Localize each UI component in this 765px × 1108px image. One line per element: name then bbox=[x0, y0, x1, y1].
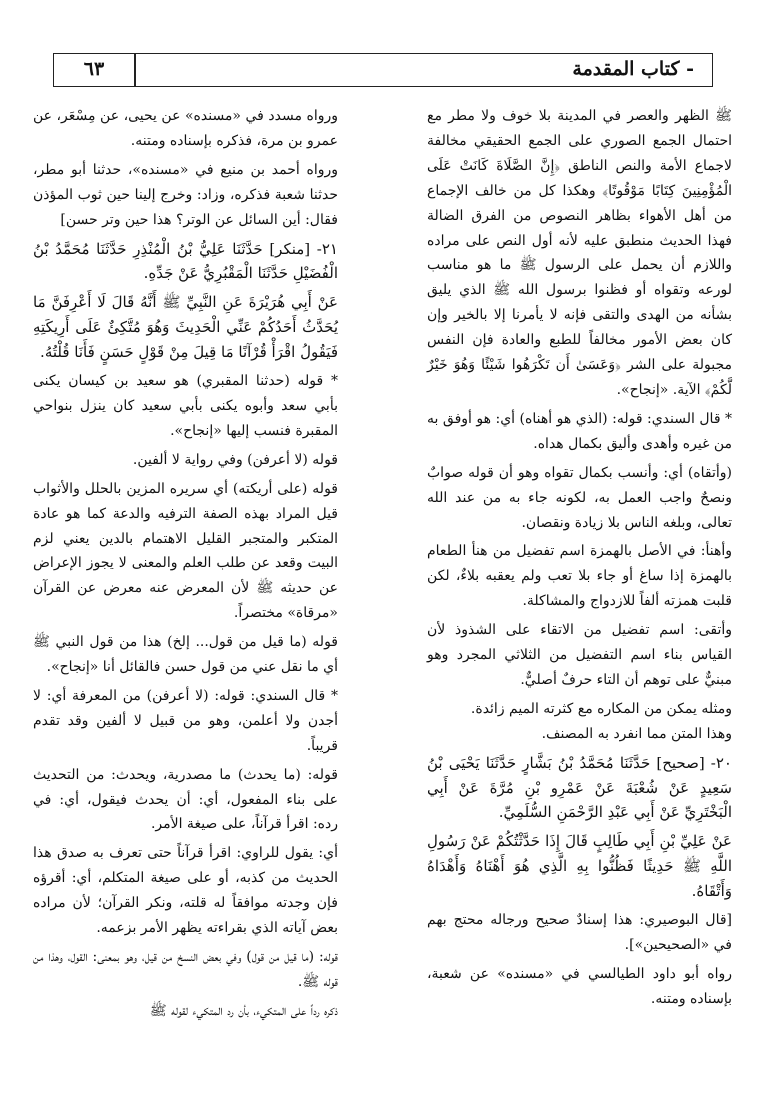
paragraph: أي: يقول للراوي: اقرأ قرآناً حتى تعرف به صدق هذا الحديث من كذبه، أو على صيغة المتكلم، أي: أقرؤه فإن وجدته موافقاً له قلته، ونكر القرآن؛ لأن مراده بعض آياته الذي بقراءته يظهر الأمر بزعمه. bbox=[33, 845, 338, 937]
paragraph: رواه أبو داود الطيالسي في «مسنده» عن شعبة، بإسناده ومتنه. bbox=[427, 965, 732, 1007]
paragraph: ﷺ الظهر والعصر في المدينة بلا خوف ولا مطر مع احتمال الجمع الصوري على الجمع الحقيقي مخالفة لاجماع الأمة والنص الناطق ﴿إِنَّ الصَّلَاةَ كَانَتْ عَلَى الْمُؤْمِنِينَ كِتَابًا مَوْقُوتًا﴾ وهكذا كل من خالف الإجماع من أهل الأهواء بظاهر النصوص من الفرق الضالة فهذا الحديث منطبق عليه لأنه أول النص على مراده واللازم أن يحمل على الرسول ﷺ ما هو مناسب لورعه وتقواه أو فظنوا برسول الله ﷺ الذي يليق بشأنه من الهدى والتقى فإنه لا يأمرنا إلا بالخير وإن كان بعض الأمور مخالفاً للطبع والعادة فإن النفس مجبولة على الشر ﴿وَعَسَىٰ أَن تَكْرَهُوا شَيْئًا وَهُوَ خَيْرٌ لَّكُمْ﴾ الآية. «إنجاح». bbox=[427, 108, 732, 398]
paragraph: قوله (على أريكته) أي سريره المزين بالحلل والأثواب قيل المراد بهذه الصفة الترفيه والدعة كما هو عادة المتكبر والمتجبر القليل الاهتمام بالدين يعني لزم البيت وقعد عن طلب العلم والمعنى لا يجوز الإعراض عن حديثه ﷺ لأن المعرض عنه معرض عن القرآن «مرقاة» مختصراً. bbox=[33, 480, 338, 622]
hadith-text: عَنْ أَبِي هُرَيْرَةَ عَنِ النَّبِيِّ ﷺ أَنَّهُ قَالَ لَا أَعْرِفَنَّ مَا يُحَدَّثُ أَحَدُكُمْ عَنِّي الْحَدِيثَ وَهُوَ مُتَّكِئٌ عَلَى أَرِيكَتِهِ فَيَقُولُ اقْرَأْ قُرْآنًا مَا قِيلَ مِنْ قَوْلٍ حَسَنٍ فَأَنَا قُلْتُهُ. bbox=[33, 293, 338, 362]
paragraph: (وأتقاه) أي: وأنسب بكمال تقواه وهو أن قوله صوابٌ ونصحٌ واجب العمل به، لكونه جاء به من عند الله تعالى، وبلغه الناس بلا زيادة ونقصان. bbox=[427, 464, 732, 531]
paragraph: قوله (ما قيل من قول... إلخ) هذا من قول النبي ﷺ أي ما نقل عني من قول حسن فالقائل أنا «إنجاح». bbox=[33, 634, 338, 676]
paragraph: * قال السندي: قوله: (الذي هو أهناه) أي: هو أوفق به من غيره وأهدى وأليق بكمال هداه. bbox=[427, 410, 732, 452]
page-number: ٦٣ bbox=[83, 58, 105, 80]
paragraph: ذكره رداً على المتكيء، بأن رد المتكيء لقوله ﷺ bbox=[149, 1002, 338, 1019]
hadith-chain: ٢١- [منكر] حَدَّثَنَا عَلِيُّ بْنُ الْمُنْذِرِ حَدَّثَنَا مُحَمَّدُ بْنُ الْفُضَيْلِ حَدَّثَنَا الْمَقْبُرِيُّ عَنْ جَدِّهِ. bbox=[33, 239, 338, 283]
paragraph: ورواه مسدد في «مسنده» عن يحيى، عن مِسْعَر، عن عمرو بن مرة، فذكره بإسناده ومتنه. bbox=[33, 108, 338, 149]
paragraph: وأهنأ: في الأصل بالهمزة اسم تفضيل من هنأ الطعام بالهمزة إذا ساغ أو جاء بلا تعب ولم يعقبه بلاءٌ، لكن قلبت همزته ألفاً للازدواج والمشاكلة. bbox=[427, 543, 732, 610]
left-column bbox=[33, 104, 338, 1028]
paragraph: قوله: (ما يحدث) ما مصدرية، ويحدث: من التحديث على بناء المفعول، أي: أن يحدث فيقول، أي: في رده: اقرأ قرآناً، على صيغة الأمر. bbox=[33, 766, 338, 833]
page-header bbox=[53, 53, 713, 87]
paragraph: قوله: (ما قيل من قول) وفي بعض النسخ من قيل، وهو بمعنى: القول، وهذا من قوله ﷺ. bbox=[33, 949, 338, 990]
header-divider bbox=[134, 54, 136, 86]
hadith-chain: ٢٠- [صحيح] حَدَّثَنَا مُحَمَّدُ بْنُ بَشَّارٍ حَدَّثَنَا يَحْيَى بْنُ سَعِيدٍ عَنْ شُعْبَةَ عَنْ عَمْرِو بْنِ مُرَّةَ عَنْ أَبِي الْبَخْتَرِيِّ عَنْ أَبِي عَبْدِ الرَّحْمَنِ السُّلَمِيِّ. bbox=[427, 753, 732, 822]
paragraph: وأتقى: اسم تفضيل من الاتقاء على الشذوذ لأن القياس بناء اسم التفضيل من الثلاثي المجرد وهو مبنيٌّ على توهم أن التاء حرفٌ أصليٌّ. bbox=[427, 622, 732, 688]
paragraph: وهذا المتن مما انفرد به المصنف. bbox=[541, 725, 732, 742]
chapter-title: - كتاب المقدمة bbox=[572, 58, 694, 80]
hadith-text: عَنْ عَلِيِّ بْنِ أَبِي طَالِبٍ قَالَ إِذَا حَدَّثْتُكُمْ عَنْ رَسُولِ اللَّهِ ﷺ حَدِيثًا فَظُنُّوا بِهِ الَّذِي هُوَ أَهْنَاهُ وَأَهْدَاهُ وَأَتْقَاهُ. bbox=[427, 832, 732, 901]
paragraph: [قال البوصيري: هذا إسنادٌ صحيح ورجاله محتج بهم في «الصحيحين»]. bbox=[427, 912, 732, 953]
paragraph: قوله (لا أعرفن) وفي رواية لا ألفين. bbox=[132, 451, 338, 468]
paragraph: * قال السندي: قوله: (لا أعرفن) من المعرفة أي: لا أجدن ولا أعلمن، وهو من قبيل لا ألفين وقد تقدم قريباً. bbox=[33, 687, 338, 754]
paragraph: * قوله (حدثنا المقبري) هو سعيد بن كيسان يكنى بأبي سعد وأبوه يكنى بأبي سعيد كان ينزل بنواحي المقبرة فنسب إليها «إنجاح». bbox=[33, 373, 338, 439]
right-column bbox=[427, 104, 732, 1016]
paragraph: ورواه أحمد بن منيع في «مسنده»، حدثنا أبو مطر، حدثنا شعبة فذكره، وزاد: وخرج إلينا حين ثوب المؤذن فقال: أين السائل عن الوتر؟ هذا حين وتر حسن] bbox=[33, 161, 338, 228]
paragraph: ومثله يمكن من المكاره مع كثرته الميم زائدة. bbox=[470, 700, 732, 717]
